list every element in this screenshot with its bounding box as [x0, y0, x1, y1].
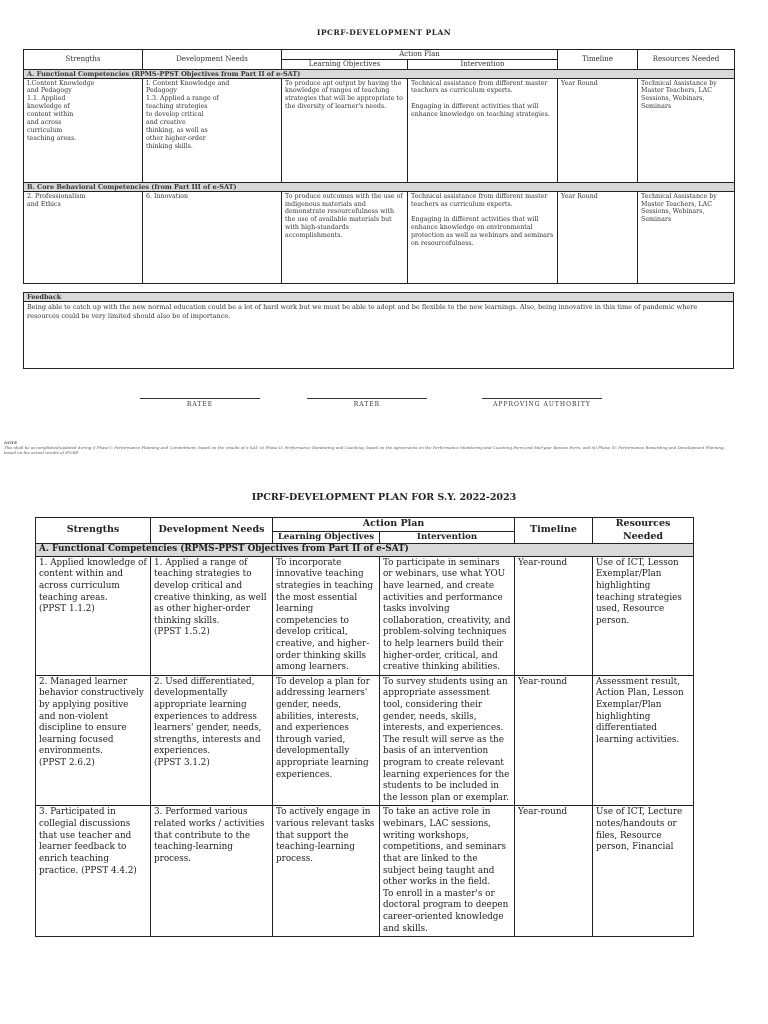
page-title: IPCRF-DEVELOPMENT PLAN: [316, 28, 452, 37]
cell-resources: Use of ICT, Lecture notes/handouts or files, Resource person, Financial: [593, 806, 694, 937]
header-learning-objectives: Learning Objectives: [282, 59, 408, 69]
cell-intervention: Technical assistance from different master teachers as curriculum experts. Engaging in different activities that will enhance knowledge on teaching strategies.: [408, 78, 558, 182]
table-row: [36, 806, 694, 937]
form-page-2: [0, 480, 768, 1024]
header-development-needs: Development Needs: [151, 518, 273, 544]
header-intervention: Intervention: [408, 59, 558, 69]
page-title: IPCRF-DEVELOPMENT PLAN FOR S.Y. 2022-2023: [251, 492, 517, 503]
cell-resources: Use of ICT, Lesson Exemplar/Plan highlighting teaching strategies used, Resource person.: [593, 556, 694, 675]
table-row: [24, 191, 735, 283]
cell-learning-objectives: To actively engage in various relevant tasks that support the teaching-learning process.: [273, 806, 380, 937]
table-row: [24, 78, 735, 182]
cell-strengths: 3. Participated in collegial discussions that use teacher and learner feedback to enrich teaching practice. (PPST 4.4.2): [36, 806, 151, 937]
header-timeline: Timeline: [558, 50, 638, 70]
cell-development-needs: 6. Innovation: [143, 191, 282, 283]
cell-resources: Technical Assistance by Master Teachers, LAC Sessions, Webinars, Seminars: [638, 78, 735, 182]
form-page-1: [0, 0, 768, 470]
header-development-needs: Development Needs: [143, 50, 282, 70]
note-text: This shall be accomplished/updated during i) Phase I: Performance Planning and Commitment, based on the results of e-SAT; ii) Phase II: Performance Monitoring and Coaching, based on the agreements on the Performance Monitoring and Coaching Form and Mid-year Review Form; and iii) Phase IV: Performance Rewarding and Development Planning, based on the actual results of IPCRF.: [4, 445, 725, 456]
cell-timeline: Year-round: [515, 556, 593, 675]
cell-resources: Technical Assistance by Master Teachers, LAC Sessions, Webinars, Seminars: [638, 191, 735, 283]
cell-learning-objectives: To incorporate innovative teaching strategies in teaching the most essential learning competencies to develop critical, creative, and higher-order thinking skills among learners.: [273, 556, 380, 675]
header-action-plan: Action Plan: [273, 518, 515, 532]
cell-strengths: 1. Applied knowledge of content within and across curriculum teaching areas. (PPST 1.1.2): [36, 556, 151, 675]
cell-timeline: Year Round: [558, 78, 638, 182]
cell-timeline: Year-round: [515, 806, 593, 937]
cell-development-needs: I. Content Knowledge and Pedagogy 1.3. Applied a range of teaching strategies to develop critical and creative thinking, as well as other higher-order thinking skills.: [143, 78, 282, 182]
cell-development-needs: 3. Performed various related works / activities that contribute to the teaching-learning process.: [151, 806, 273, 937]
table-row: [36, 556, 694, 675]
cell-development-needs: 2. Used differentiated, developmentally appropriate learning experiences to address learners' gender, needs, strengths, interests and experiences. (PPST 3.1.2): [151, 675, 273, 806]
header-strengths: Strengths: [24, 50, 143, 70]
development-plan-table: [23, 49, 735, 284]
section-functional-competencies: A. Functional Competencies (RPMS-PPST Objectives from Part II of e-SAT): [36, 544, 694, 557]
cell-strengths: 2. Managed learner behavior constructively by applying positive and non-violent discipline to ensure learning focused environments. (PPST 2.6.2): [36, 675, 151, 806]
header-learning-objectives: Learning Objectives: [273, 531, 380, 543]
cell-resources: Assessment result, Action Plan, Lesson Exemplar/Plan highlighting differentiated learning activities.: [593, 675, 694, 806]
cell-learning-objectives: To develop a plan for addressing learners' gender, needs, abilities, interests, and experiences through varied, developmentally appropriate learning experiences.: [273, 675, 380, 806]
cell-timeline: Year-round: [515, 675, 593, 806]
signature-approving-authority: APPROVING AUTHORITY: [482, 398, 602, 408]
development-plan-table: [35, 517, 694, 937]
feedback-section: [23, 292, 734, 369]
section-core-behavioral-competencies: B. Core Behavioral Competencies (from Part III of e-SAT): [24, 182, 735, 191]
signature-rater: RATER: [307, 398, 427, 408]
header-strengths: Strengths: [36, 518, 151, 544]
cell-intervention: To participate in seminars or webinars, use what YOU have learned, and create activities and performance tasks involving collaboration, creativity, and problem-solving techniques to help learners build their higher-order, critical, and creative thinking abilities.: [380, 556, 515, 675]
cell-intervention: To take an active role in webinars, LAC sessions, writing workshops, competitions, and seminars that are linked to the subject being taught and other works in the field. To enroll in a master's or doctoral program to deepen career-oriented knowledge and skills.: [380, 806, 515, 937]
header-resources: Resources Needed: [593, 518, 694, 544]
cell-strengths: 2. Professionalism and Ethics: [24, 191, 143, 283]
footnote: [4, 440, 734, 456]
note-label: NOTE: [4, 440, 18, 445]
header-timeline: Timeline: [515, 518, 593, 544]
cell-timeline: Year Round: [558, 191, 638, 283]
table-row: [36, 675, 694, 806]
cell-intervention: To survey students using an appropriate assessment tool, considering their gender, needs, skills, interests, and experiences. The result will serve as the basis of an intervention program to create relevant learning experiences for the students to be included in the lesson plan or exemplar.: [380, 675, 515, 806]
cell-intervention: Technical assistance from different master teachers as curriculum experts. Engaging in different activities that will enhance knowledge on environmental protection as well as webinars and seminars on resourcefulness.: [408, 191, 558, 283]
section-functional-competencies: A. Functional Competencies (RPMS-PPST Objectives from Part II of e-SAT): [24, 69, 735, 78]
header-intervention: Intervention: [380, 531, 515, 543]
header-resources: Resources Needed: [638, 50, 735, 70]
cell-learning-objectives: To produce outcomes with the use of indigenous materials and demonstrate resourcefulness with the use of available materials but with high-standards accomplishments.: [282, 191, 408, 283]
signature-ratee: RATEE: [140, 398, 260, 408]
feedback-text: Being able to catch up with the new normal education could be a lot of hard work but we must be able to adopt and be flexible to the new learnings. Also, being innovative in this time of pandemic where resources could be very limited should also be of importance.: [27, 303, 698, 320]
feedback-label: Feedback: [24, 293, 733, 302]
header-action-plan: Action Plan: [282, 50, 558, 60]
cell-development-needs: 1. Applied a range of teaching strategies to develop critical and creative thinking, as well as other higher-order thinking skills. (PPST 1.5.2): [151, 556, 273, 675]
cell-learning-objectives: To produce apt output by having the knowledge of ranges of teaching strategies that will be appropriate to the diversity of learner's needs.: [282, 78, 408, 182]
cell-strengths: I.Content Knowledge and Pedagogy 1.1. Applied knowledge of content within and across curriculum teaching areas.: [24, 78, 143, 182]
